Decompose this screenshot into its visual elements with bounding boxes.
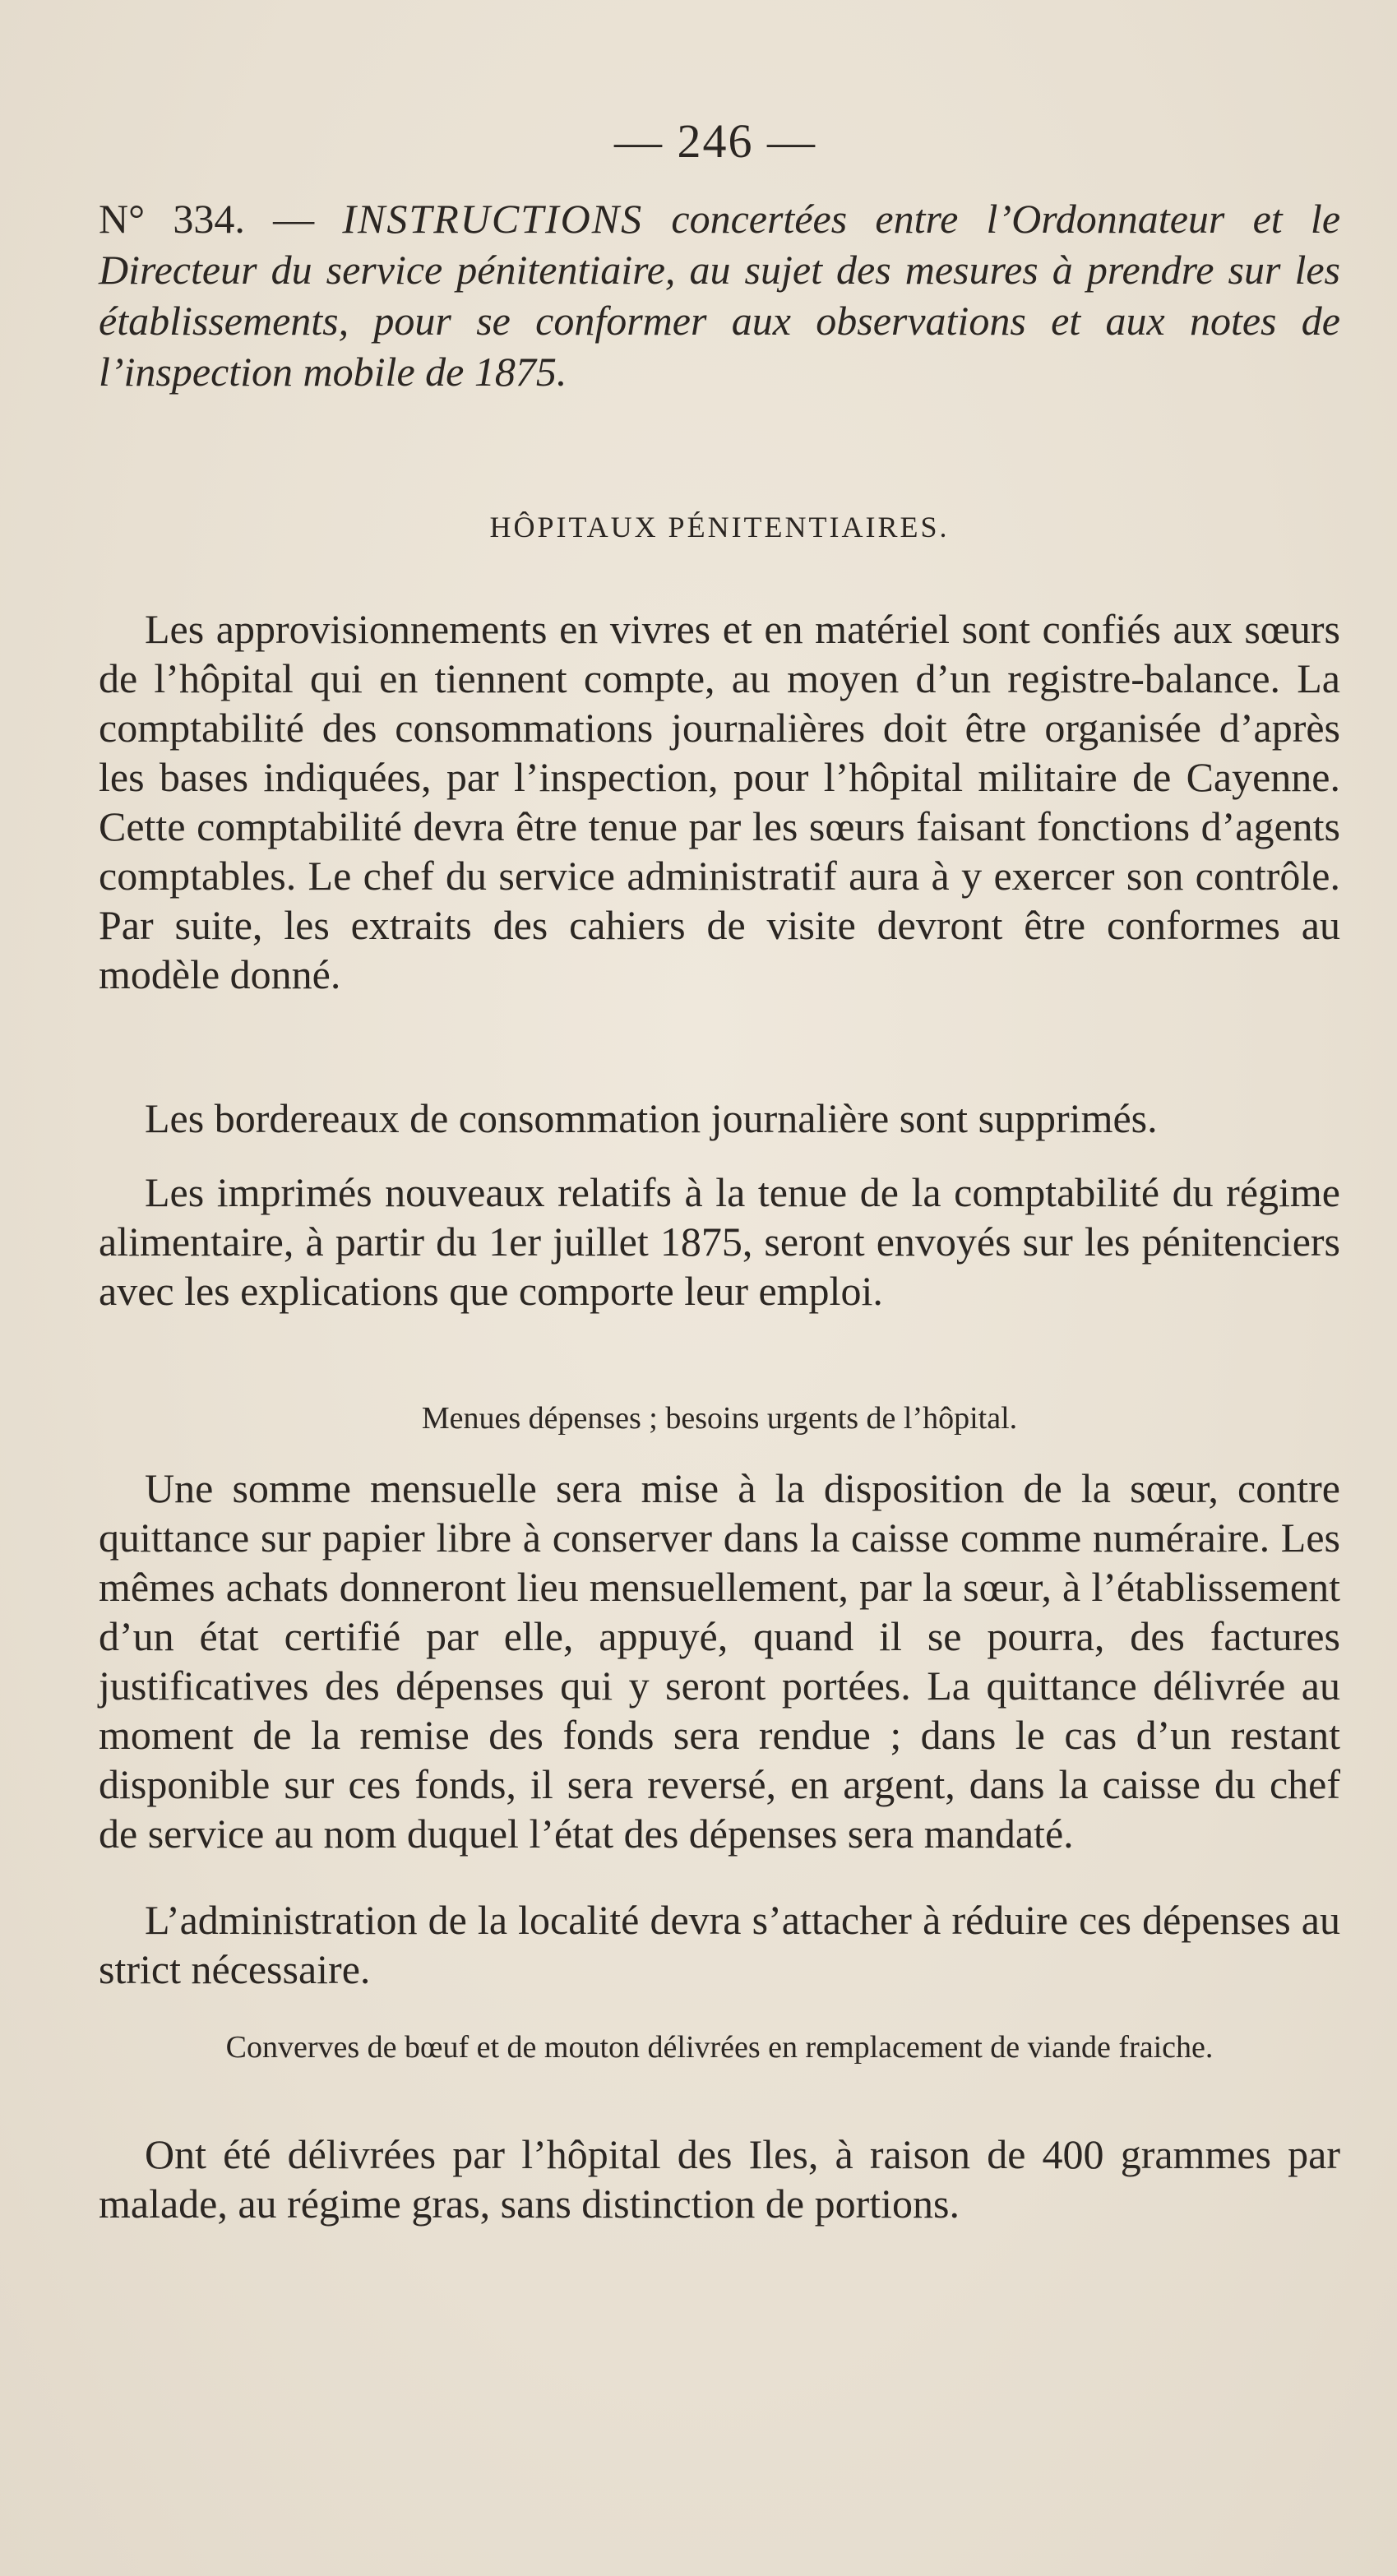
document-heading [99,193,1340,397]
subheading: Menues dépenses ; besoins urgents de l’hôpital. [421,1401,1018,1436]
subheading: Converves de bœuf et de mouton délivrées en remplacement de viande fraiche. [225,2030,1214,2065]
heading-caps: INSTRUCTIONS [342,196,644,242]
heading-text: concertées entre l’Ordonnateur et le Directeur du service pénitentiaire, au sujet des mesures à prendre sur les établissements, pour se conformer aux observations et aux notes de l’inspection mobile de 1875. [99,196,1341,395]
paragraph: Les bordereaux de consommation journalière sont supprimés. [145,1095,1158,1141]
heading-number: N° 334. — [99,196,315,242]
paragraph: Une somme mensuelle sera mise à la disposition de la sœur, contre quittance sur papier libre à conserver dans la caisse comme numéraire. Les mêmes achats donneront lieu mensuellement, par la sœur, à l’établissement d’un état certifié par elle, appuyé, quand il se pourra, des factures justificatives des dépenses qui y seront portées. La quittance délivrée au moment de la remise des fonds sera rendue ; dans le cas d’un restant disponible sur ces fonds, il sera reversé, en argent, dans la caisse du chef de service au nom duquel l’état des dépenses sera mandaté. [99,1465,1340,1857]
paragraph: Ont été délivrées par l’hôpital des Iles, à raison de 400 grammes par malade, au régime gras, sans distinction de portions. [99,2131,1340,2227]
paragraph: L’administration de la localité devra s’attacher à réduire ces dépenses au strict nécessaire. [99,1897,1340,1992]
paragraph: Les imprimés nouveaux relatifs à la tenue de la comptabilité du régime alimentaire, à partir du 1er juillet 1875, seront envoyés sur les pénitenciers avec les explications que comporte leur emploi. [99,1169,1340,1314]
page-number: — 246 — [614,114,816,168]
section-title: HÔPITAUX PÉNITENTIAIRES. [489,511,950,543]
paragraph: Les approvisionnements en vivres et en matériel sont confiés aux sœurs de l’hôpital qui en tiennent compte, au moyen d’un registre-balance. La comptabilité des consommations journalières doit être organisée d’après les bases indiquées, par l’inspection, pour l’hôpital militaire de Cayenne. Cette comptabilité devra être tenue par les sœurs faisant fonctions d’agents comptables. Le chef du service administratif aura à y exercer son contrôle. Par suite, les extraits des cahiers de visite devront être conformes au modèle donné. [99,606,1340,997]
